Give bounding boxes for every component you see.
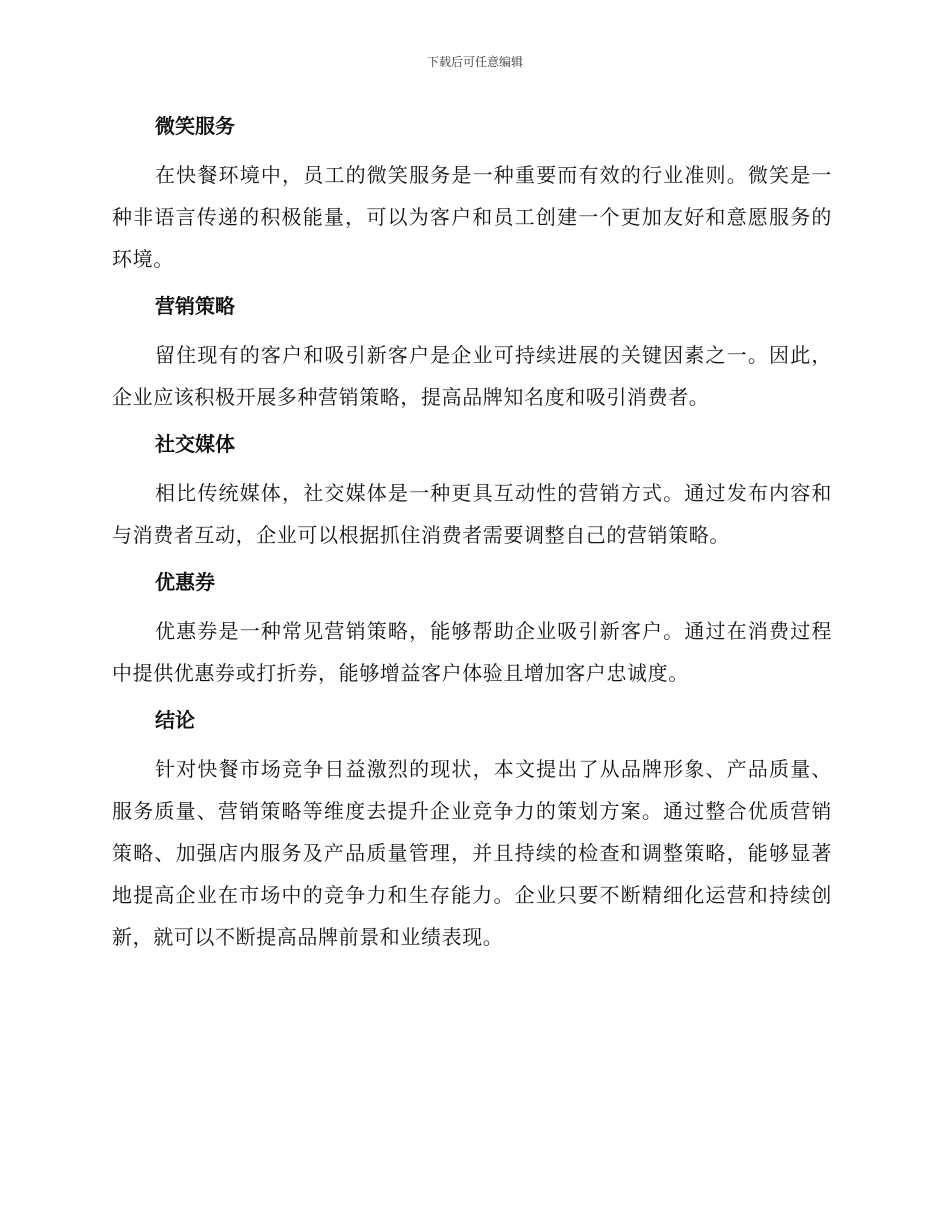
section-coupons — [112, 562, 832, 694]
document-body — [112, 106, 832, 964]
section-smile-service — [112, 106, 832, 280]
section-heading: 结论 — [155, 708, 195, 732]
section-heading: 营销策略 — [155, 294, 235, 318]
section-marketing-strategy — [112, 286, 832, 418]
section-heading: 微笑服务 — [155, 114, 235, 138]
section-paragraph: 针对快餐市场竞争日益激烈的现状，本文提出了从品牌形象、产品质量、服务质量、营销策略等维度去提升企业竞争力的策划方案。通过整合优质营销策略、加强店内服务及产品质量管理，并且持续的检查和调整策略，能够显著地提高企业在市场中的竞争力和生存能力。企业只要不断精细化运营和持续创新，就可以不断提高品牌前景和业绩表现。 — [112, 757, 832, 949]
section-conclusion — [112, 700, 832, 958]
section-paragraph: 留住现有的客户和吸引新客户是企业可持续进展的关键因素之一。因此，企业应该积极开展多种营销策略，提高品牌知名度和吸引消费者。 — [112, 343, 832, 409]
section-paragraph: 在快餐环境中，员工的微笑服务是一种重要而有效的行业准则。微笑是一种非语言传递的积极能量，可以为客户和员工创建一个更加友好和意愿服务的环境。 — [112, 163, 832, 271]
section-heading: 优惠券 — [155, 570, 215, 594]
section-paragraph: 相比传统媒体，社交媒体是一种更具互动性的营销方式。通过发布内容和与消费者互动，企业可以根据抓住消费者需要调整自己的营销策略。 — [112, 481, 832, 547]
page-header: 下载后可任意编辑 — [426, 55, 523, 69]
section-heading: 社交媒体 — [155, 432, 235, 456]
section-paragraph: 优惠券是一种常见营销策略，能够帮助企业吸引新客户。通过在消费过程中提供优惠券或打折券，能够增益客户体验且增加客户忠诚度。 — [112, 619, 832, 685]
section-social-media — [112, 424, 832, 556]
